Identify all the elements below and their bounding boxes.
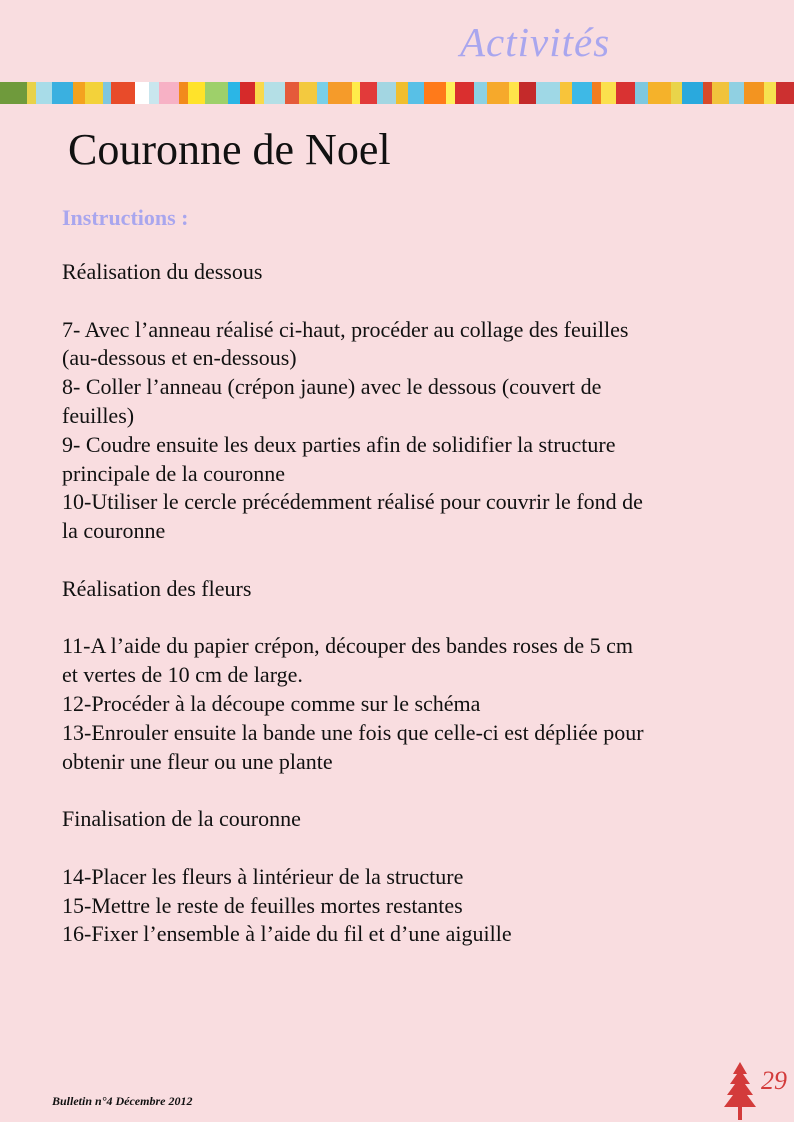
section-header: Activités bbox=[460, 19, 611, 65]
stripe-segment bbox=[255, 82, 264, 104]
blank-line bbox=[62, 834, 762, 863]
instruction-line: 9- Coudre ensuite les deux parties afin de solidifier la structure bbox=[62, 431, 616, 457]
stripe-segment bbox=[188, 82, 205, 104]
stripe-segment bbox=[159, 82, 179, 104]
stripe-segment bbox=[474, 82, 488, 104]
stripe-segment bbox=[27, 82, 36, 104]
stripe-segment bbox=[317, 82, 328, 104]
instruction-line: la couronne bbox=[62, 518, 166, 544]
instruction-line: Réalisation du dessous bbox=[62, 259, 263, 284]
instruction-line: 14-Placer les fleurs à lintérieur de la structure bbox=[62, 863, 464, 889]
stripe-segment bbox=[179, 82, 188, 104]
stripe-segment bbox=[264, 82, 285, 104]
blank-line bbox=[62, 287, 762, 316]
stripe-segment bbox=[240, 82, 255, 104]
stripe-segment bbox=[408, 82, 423, 104]
stripe-segment bbox=[616, 82, 634, 104]
stripe-segment bbox=[560, 82, 572, 104]
instruction-line: 10-Utiliser le cercle précédemment réalisé pour couvrir le fond de bbox=[62, 489, 643, 515]
instruction-line: Finalisation de la couronne bbox=[62, 806, 301, 832]
stripe-segment bbox=[446, 82, 455, 104]
decorative-color-stripe bbox=[0, 82, 794, 104]
footer-bulletin: Bulletin n°4 Décembre 2012 bbox=[52, 1094, 193, 1108]
stripe-segment bbox=[285, 82, 299, 104]
page-title: Couronne de Noel bbox=[68, 125, 391, 174]
stripe-segment bbox=[328, 82, 352, 104]
stripe-segment bbox=[509, 82, 520, 104]
blank-line bbox=[62, 604, 762, 633]
stripe-segment bbox=[103, 82, 111, 104]
stripe-segment bbox=[52, 82, 73, 104]
instruction-line: et vertes de 10 cm de large. bbox=[62, 662, 303, 688]
page-number: 29 bbox=[761, 1066, 787, 1095]
stripe-segment bbox=[648, 82, 671, 104]
stripe-segment bbox=[729, 82, 744, 104]
stripe-segment bbox=[149, 82, 160, 104]
stripe-segment bbox=[85, 82, 103, 104]
stripe-segment bbox=[73, 82, 85, 104]
stripe-segment bbox=[377, 82, 397, 104]
instruction-line: 16-Fixer l’ensemble à l’aide du fil et d’une aiguille bbox=[62, 921, 512, 947]
instructions-label: Instructions : bbox=[62, 205, 189, 230]
instruction-line: principale de la couronne bbox=[62, 460, 285, 486]
stripe-segment bbox=[572, 82, 592, 104]
instruction-line: 7- Avec l’anneau réalisé ci-haut, procéder au collage des feuilles bbox=[62, 316, 629, 342]
blank-line bbox=[62, 776, 762, 805]
stripe-segment bbox=[205, 82, 228, 104]
stripe-segment bbox=[764, 82, 776, 104]
stripe-segment bbox=[424, 82, 447, 104]
stripe-segment bbox=[682, 82, 703, 104]
stripe-segment bbox=[601, 82, 616, 104]
stripe-segment bbox=[635, 82, 649, 104]
stripe-segment bbox=[592, 82, 601, 104]
instruction-line: feuilles) bbox=[62, 402, 135, 428]
stripe-segment bbox=[744, 82, 764, 104]
stripe-segment bbox=[396, 82, 408, 104]
stripe-segment bbox=[299, 82, 317, 104]
stripe-segment bbox=[776, 82, 794, 104]
stripe-segment bbox=[135, 82, 149, 104]
stripe-segment bbox=[671, 82, 682, 104]
instruction-line: Réalisation des fleurs bbox=[62, 575, 252, 601]
instruction-line: 13-Enrouler ensuite la bande une fois que celle-ci est dépliée pour bbox=[62, 719, 644, 745]
christmas-tree-icon bbox=[720, 1060, 760, 1122]
instruction-line: 11-A l’aide du papier crépon, découper des bandes roses de 5 cm bbox=[62, 633, 633, 659]
blank-line bbox=[62, 546, 762, 575]
instruction-line: (au-dessous et en-dessous) bbox=[62, 345, 297, 371]
instruction-line: obtenir une fleur ou une plante bbox=[62, 748, 333, 774]
stripe-segment bbox=[536, 82, 560, 104]
stripe-segment bbox=[519, 82, 536, 104]
stripe-segment bbox=[360, 82, 377, 104]
stripe-segment bbox=[712, 82, 729, 104]
stripe-segment bbox=[0, 82, 27, 104]
stripe-segment bbox=[228, 82, 240, 104]
stripe-segment bbox=[352, 82, 360, 104]
instructions-content bbox=[62, 258, 762, 949]
stripe-segment bbox=[36, 82, 51, 104]
instruction-line: 15-Mettre le reste de feuilles mortes restantes bbox=[62, 892, 463, 918]
stripe-segment bbox=[703, 82, 712, 104]
stripe-segment bbox=[487, 82, 508, 104]
stripe-segment bbox=[111, 82, 135, 104]
stripe-segment bbox=[455, 82, 473, 104]
instruction-line: 8- Coller l’anneau (crépon jaune) avec le dessous (couvert de bbox=[62, 374, 602, 400]
instruction-line: 12-Procéder à la découpe comme sur le schéma bbox=[62, 690, 481, 716]
